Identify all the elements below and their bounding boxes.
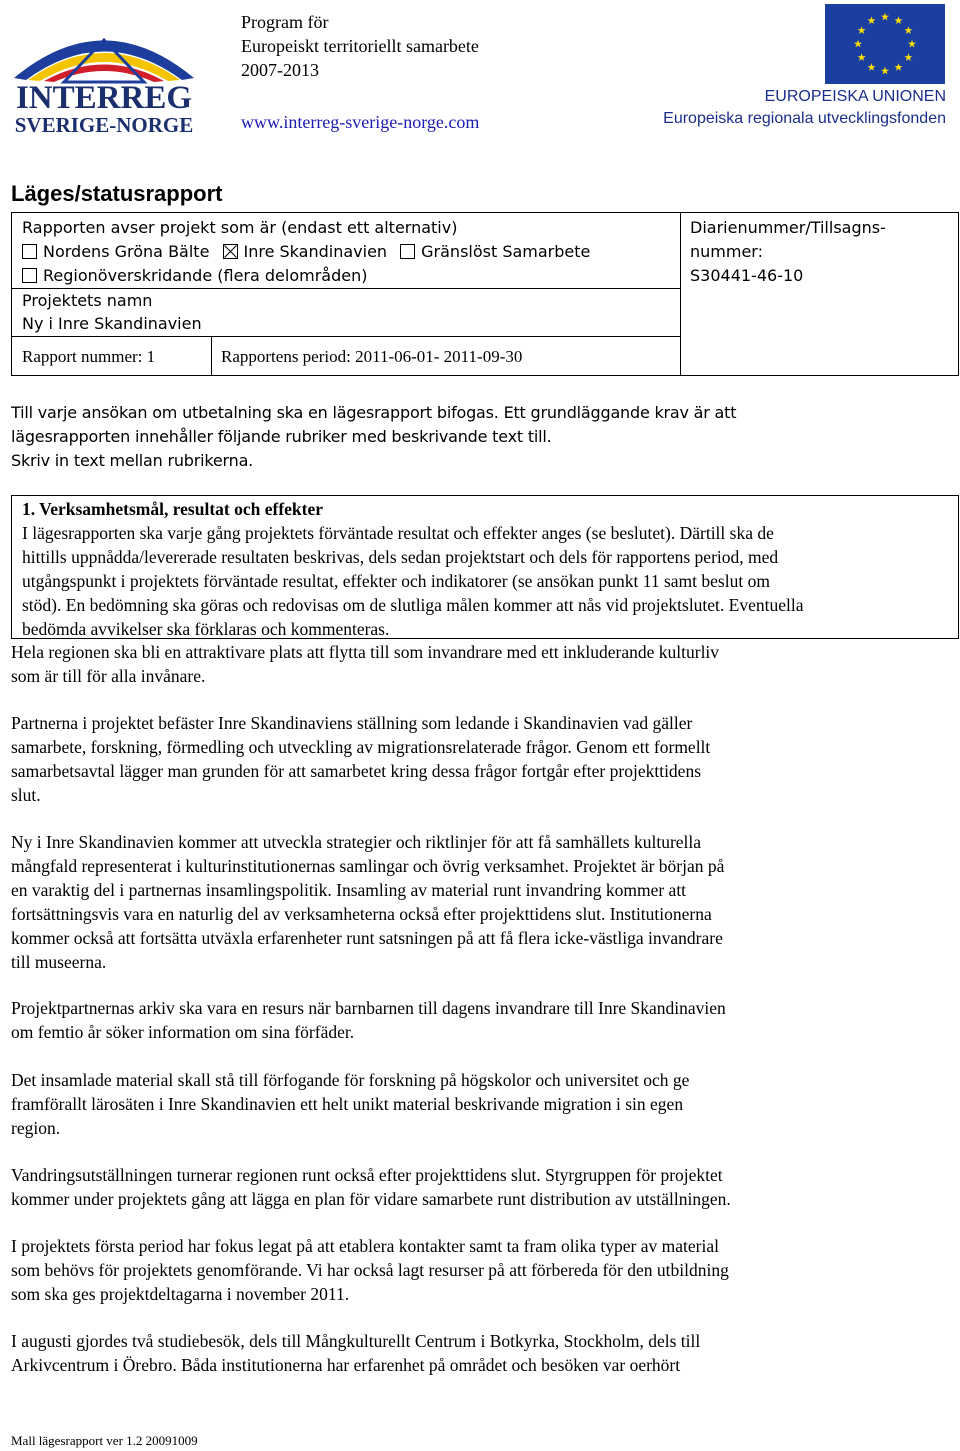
checkbox-checked-icon[interactable] [223,244,238,259]
option-nordens-grona-balte[interactable]: Nordens Gröna Bälte [22,242,209,261]
diary-label-line2: nummer: [690,242,763,261]
body-paragraph-7: I projektets första period har fokus legat på att etablera kontakter samt ta fram olika typer av material som behövs för projektets genomförande. Vi har också lagt resurser på att förbereda för den utbildning som ska ges projektdeltagarna i november 2011. [11,1236,729,1304]
eu-name: EUROPEISKA UNIONEN [764,88,946,105]
body-paragraph-1: Hela regionen ska bli en attraktivare plats att flytta till som invandrare med ett inkluderande kulturliv som är till för alla invånare. [11,642,720,686]
program-text [241,10,479,82]
checkbox-unchecked-icon[interactable] [400,244,415,259]
checkbox-unchecked-icon[interactable] [22,244,37,259]
body-paragraph-3: Ny i Inre Skandinavien kommer att utveckla strategier och riktlinjer för att få samhällets kulturella mångfald representerat i kulturinstitutionernas samlingar och övrig verksamhet. Projektet är början på en varaktig del i partnernas insamlingspolitik. Insamling av material runt invandring kommer att fortsättningsvis vara en naturlig del av verksamheterna också efter projekttidens slut. Institutionerna kommer också att fortsätta utväxla erfarenheter runt satsningen på att få flera icke-västliga invandrare till museerna. [11,832,725,972]
intro-line: Till varje ansökan om utbetalning ska en lägesrapport bifogas. Ett grundläggande krav är att [11,403,737,422]
option-inre-skandinavien[interactable]: Inre Skandinavien [223,242,388,261]
project-name-label: Projektets namn [22,291,153,310]
instruction-line: bedömda avvikelser ska förklaras och kommenteras. [22,619,390,639]
interreg-logo [4,18,204,138]
option-regionoverskridande[interactable]: Regionöverskridande (flera delområden) [22,266,367,285]
diary-number: S30441-46-10 [690,266,804,285]
report-number: Rapport nummer: 1 [22,347,156,366]
checkbox-unchecked-icon[interactable] [22,268,37,283]
instruction-line: utgångspunkt i projektets förväntade resultat, effekter och indikatorer (se ansökan punkt 11 samt beslut om [22,571,770,591]
instruction-line: hittills uppnådda/levererade resultaten beskrivas, dels sedan projektstart och dels för rapportens period, med [22,547,779,567]
instruction-line: I lägesrapporten ska varje gång projektets förväntade resultat och effekter anges (se beslutet). Därtill ska de [22,523,774,543]
report-period: Rapportens period: 2011-06-01- 2011-09-30 [221,347,523,366]
interreg-logo-graphic [4,18,204,138]
page-title: Läges/statusrapport [11,181,223,206]
intro-text [11,401,736,473]
body-paragraph-8: I augusti gjordes två studiebesök, dels till Mångkulturellt Centrum i Botkyrka, Stockholm, dels till Arkivcentrum i Örebro. Båda institutionerna har erfarenhet på området och besöken var oerhört [11,1331,701,1375]
project-name-value: Ny i Inre Skandinavien [22,314,202,333]
body-paragraph-6: Vandringsutställningen turnerar regionen runt också efter projekttidens slut. Styrgruppen för projektet kommer under projektets gång att lägga en plan för vidare samarbete runt distribution av utställningen. [11,1165,731,1209]
logo-text-line2: SVERIGE-NORGE [14,113,194,137]
section1-heading: 1. Verksamhetsmål, resultat och effekter [22,499,324,519]
intro-line: lägesrapporten innehåller följande rubriker med beskrivande text till. [11,427,552,446]
body-paragraph-2: Partnerna i projektet befäster Inre Skandinaviens ställning som ledande i Skandinavien vad gäller samarbete, forskning, förmedling och utveckling av migrationsrelaterade frågor. Genom ett formellt samarbetsavtal lägger man grunden för att samarbetet kring dessa frågor fortgår efter projekttidens slut. [11,713,711,805]
program-line-3: 2007-2013 [241,60,319,80]
body-paragraph-5: Det insamlade material skall stå till förfogande för forskning på högskolor och universitet och ge framförallt lärosäten i Inre Skandinavien ett helt unikt material beskrivande migration i sin egen region. [11,1070,690,1138]
intro-line: Skriv in text mellan rubrikerna. [11,451,254,470]
section1-instructions [22,521,804,641]
instruction-line: stöd). En bedömning ska göras och redovisas om de slutliga målen kommer att nås vid projektslutet. Eventuella [22,595,804,615]
scope-options-row2 [22,264,375,288]
option-granslost-samarbete[interactable]: Gränslöst Samarbete [400,242,590,261]
program-line-2: Europeiskt territoriellt samarbete [241,36,479,56]
eu-fund-name: Europeiska regionala utvecklingsfonden [663,110,946,127]
project-scope-label: Rapporten avser projekt som är (endast ett alternativ) [22,218,458,237]
footer-version: Mall lägesrapport ver 1.2 20091009 [11,1433,198,1448]
eu-flag [825,4,945,84]
program-line-1: Program för [241,12,329,32]
eu-flag-graphic [825,4,945,84]
logo-text-line1: INTERREG [15,80,193,116]
scope-options-row1 [22,240,598,264]
body-paragraph-4: Projektpartnernas arkiv ska vara en resurs när barnbarnen till dagens invandrare till Inre Skandinavien om femtio år söker information om sina förfäder. [11,998,726,1042]
website-link[interactable]: www.interreg-sverige-norge.com [241,112,480,132]
diary-label-line1: Diarienummer/Tillsagns- [690,218,886,237]
